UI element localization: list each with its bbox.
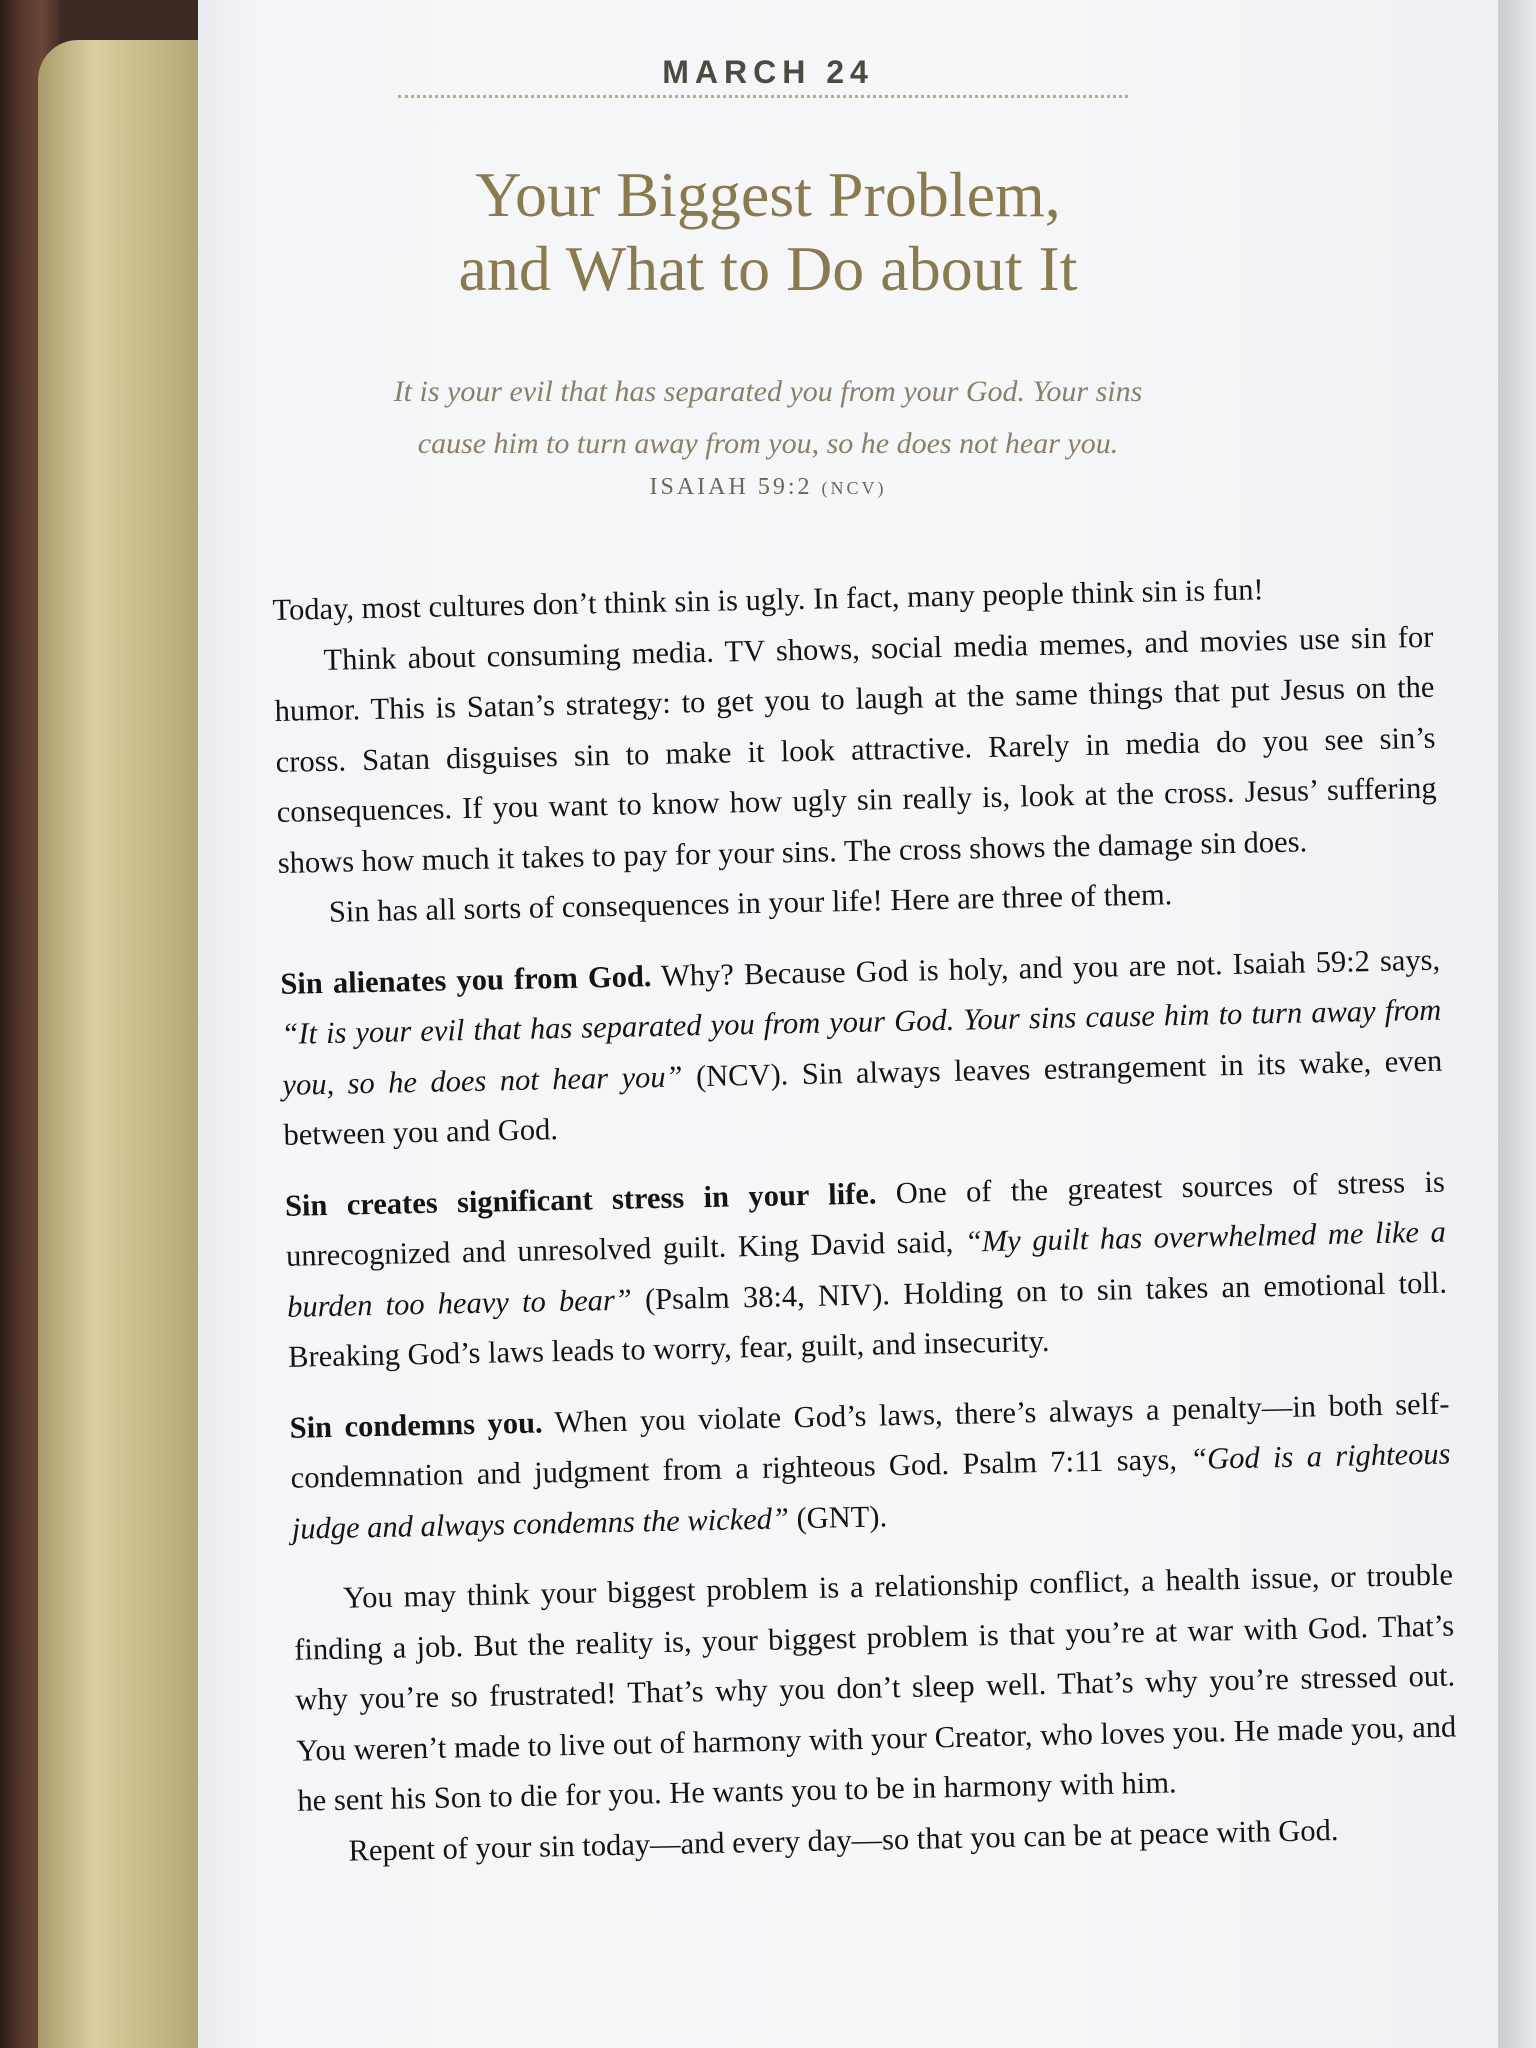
paragraph-closing: Repent of your sin today—and every day—so that you can be at peace with God. bbox=[348, 1812, 1339, 1868]
devotional-body bbox=[272, 561, 1459, 1877]
point-heading-stress: Sin creates significant stress in your life. bbox=[284, 1175, 877, 1223]
page-title bbox=[0, 158, 1536, 306]
scripture-ref: (Psalm 38:4, bbox=[631, 1278, 819, 1317]
reference-text: ISAIAH 59:2 bbox=[649, 474, 813, 500]
paragraph-condemns bbox=[289, 1378, 1452, 1554]
point-heading-alienates: Sin alienates you from God. bbox=[279, 958, 652, 1001]
reference-version: (NCV) bbox=[821, 478, 887, 498]
scripture-quote: “It is your evil that has separated you from your God. Your sins cause him to turn away from you, so he does not hear you” bbox=[281, 992, 1442, 1102]
paragraph-intro: Today, most cultures don’t think sin is ugly. In fact, many people think sin is fun! bbox=[272, 572, 1264, 627]
paragraph-consequences: Sin has all sorts of consequences in your life! Here are three of them. bbox=[328, 877, 1173, 929]
epigraph-reference bbox=[0, 474, 1536, 501]
point-text-end: . Sin always leaves estrangement in its wake, even between you and God. bbox=[283, 1043, 1443, 1152]
scripture-quote: “God is a righteous judge and always condemns the wicked” bbox=[291, 1436, 1451, 1546]
paragraph-biggest-problem: You may think your biggest problem is a relationship conflict, a health issue, or trouble finding a job. But the reality is, your biggest problem is that you’re at war with God. That’s why you’re so frustrated! That’s why you don’t sleep well. That’s why you’re stressed out. You weren’t made to live out of harmony with your Creator, who loves you. He made you, and he sent his Son to die for you. He wants you to be in harmony with him. bbox=[293, 1557, 1457, 1818]
version-abbrev: (NCV) bbox=[682, 1056, 782, 1094]
next-page-edge bbox=[1498, 0, 1536, 2048]
epigraph-verse bbox=[0, 366, 1536, 470]
point-text: Why? Because God is holy, and you are not. Isaiah 59:2 says, bbox=[651, 942, 1441, 993]
title-line-1: Your Biggest Problem, bbox=[475, 159, 1061, 230]
epigraph-line-1: It is your evil that has separated you from your God. Your sins bbox=[393, 375, 1143, 408]
point-text: When you violate God’s laws, there’s always a penalty—in both self-condemnation and judgment from a righteous God. Psalm 7:11 says, bbox=[290, 1386, 1450, 1495]
dotted-divider bbox=[398, 95, 1128, 98]
paragraph-alienates bbox=[280, 934, 1444, 1160]
point-text-end: . bbox=[879, 1498, 888, 1533]
scripture-quote: “My guilt has overwhelmed me like a burden too heavy to bear” bbox=[286, 1214, 1447, 1324]
epigraph-line-2: cause him to turn away from you, so he does not hear you. bbox=[417, 427, 1119, 460]
page-date: MARCH 24 bbox=[662, 54, 874, 90]
paragraph-media: Think about consuming media. TV shows, social media memes, and movies use sin for humor. This is Satan’s strategy: to get you to laugh at the same things that put Jesus on the cross. Satan disguises sin to make it look attractive. Rarely in media do you see sin’s consequences. If you want to know how ugly sin really is, look at the cross. Jesus’ suffering shows how much it takes to pay for your sins. The cross shows the damage sin does. bbox=[274, 619, 1437, 880]
gilded-page-edge bbox=[38, 40, 198, 2048]
title-line-2: and What to Do about It bbox=[458, 233, 1078, 304]
version-abbrev: (GNT) bbox=[788, 1498, 880, 1535]
point-heading-condemns: Sin condemns you. bbox=[289, 1405, 543, 1445]
point-text: One of the greatest sources of stress is unrecognized and unresolved guilt. King David said, bbox=[285, 1164, 1446, 1273]
version-abbrev: NIV bbox=[817, 1277, 873, 1313]
paragraph-stress bbox=[284, 1156, 1448, 1382]
point-text-end: ). Holding on to sin takes an emotional toll. Breaking God’s laws leads to worry, fear, guilt, and insecurity. bbox=[287, 1265, 1448, 1374]
